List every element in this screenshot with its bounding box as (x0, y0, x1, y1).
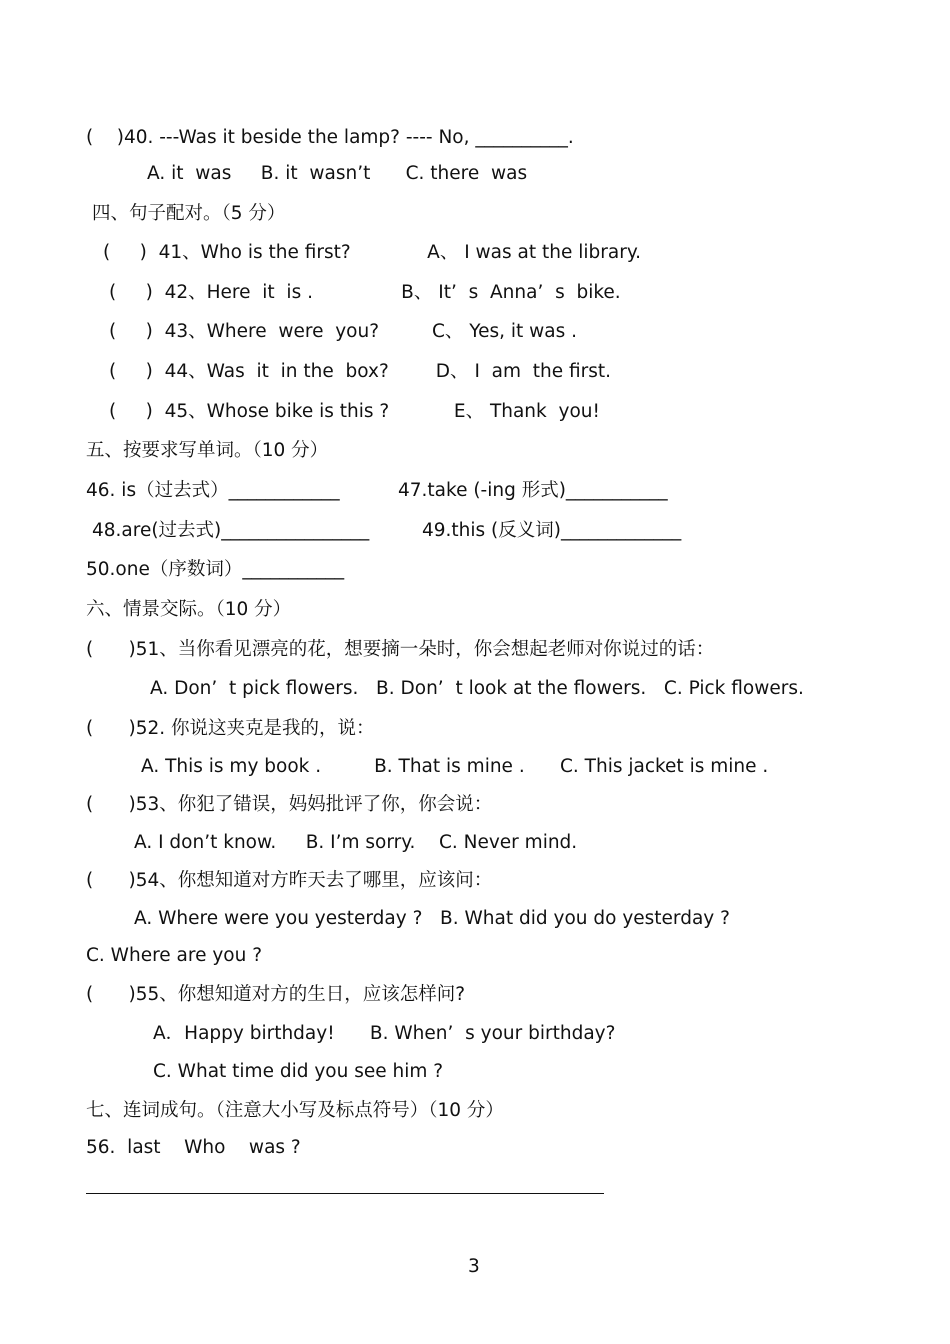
question-43: ( ) 43、Where were you? C、 Yes, it was . (109, 321, 578, 342)
question-44: ( ) 44、Was it in the box? D、 I am the first. (109, 361, 612, 382)
question-53-options: A. I don’t know. B. I’m sorry. C. Never mind. (134, 832, 578, 853)
question-42: ( ) 42、Here it is . B、 It’ s Anna’ s bike. (109, 282, 621, 303)
question-55-option-c: C. What time did you see him ? (153, 1061, 444, 1082)
question-51-options: A. Don’ t pick flowers. B. Don’ t look at the flowers. C. Pick flowers. (150, 678, 804, 699)
question-50: 50.one（序数词）___________ (86, 559, 345, 580)
answer-line (86, 1193, 604, 1194)
question-45: ( ) 45、Whose bike is this ? E、 Thank you! (109, 401, 600, 422)
section-6-title: 六、情景交际。（10 分） (86, 599, 292, 620)
page-number: 3 (468, 1256, 480, 1277)
section-7-title: 七、连词成句。（注意大小写及标点符号）（10 分） (86, 1100, 504, 1121)
question-47: 47.take (-ing 形式)___________ (398, 480, 668, 501)
question-55: ( )55、你想知道对方的生日，应该怎样问? (86, 984, 466, 1005)
question-41: ( ) 41、Who is the first? A、 I was at the library. (103, 242, 642, 263)
question-52-options: A. This is my book . B. That is mine . C. This jacket is mine . (141, 756, 769, 777)
question-51: ( )51、当你看见漂亮的花，想要摘一朵时，你会想起老师对你说过的话： (86, 639, 715, 660)
question-54: ( )54、你想知道对方昨天去了哪里，应该问： (86, 870, 493, 891)
question-54-options: A. Where were you yesterday ? B. What did you do yesterday ? (134, 908, 730, 929)
section-4-title: 四、句子配对。（5 分） (92, 203, 286, 224)
question-49: 49.this (反义词)_____________ (422, 520, 682, 541)
question-46: 46. is（过去式）____________ (86, 480, 340, 501)
question-40: ( )40. ---Was it beside the lamp? ---- No, __________. (86, 127, 574, 148)
question-54-option-c: C. Where are you ? (86, 945, 263, 966)
question-40-options: A. it was B. it wasn’t C. there was (147, 163, 528, 184)
section-5-title: 五、按要求写单词。（10 分） (86, 440, 329, 461)
question-48: 48.are(过去式)________________ (92, 520, 370, 541)
question-52: ( )52. 你说这夹克是我的，说： (86, 718, 375, 739)
question-56: 56. last Who was ? (86, 1137, 301, 1158)
question-55-options: A．Happy birthday! B. When’ s your birthday? (153, 1023, 616, 1044)
question-53: ( )53、你犯了错误，妈妈批评了你，你会说： (86, 794, 493, 815)
